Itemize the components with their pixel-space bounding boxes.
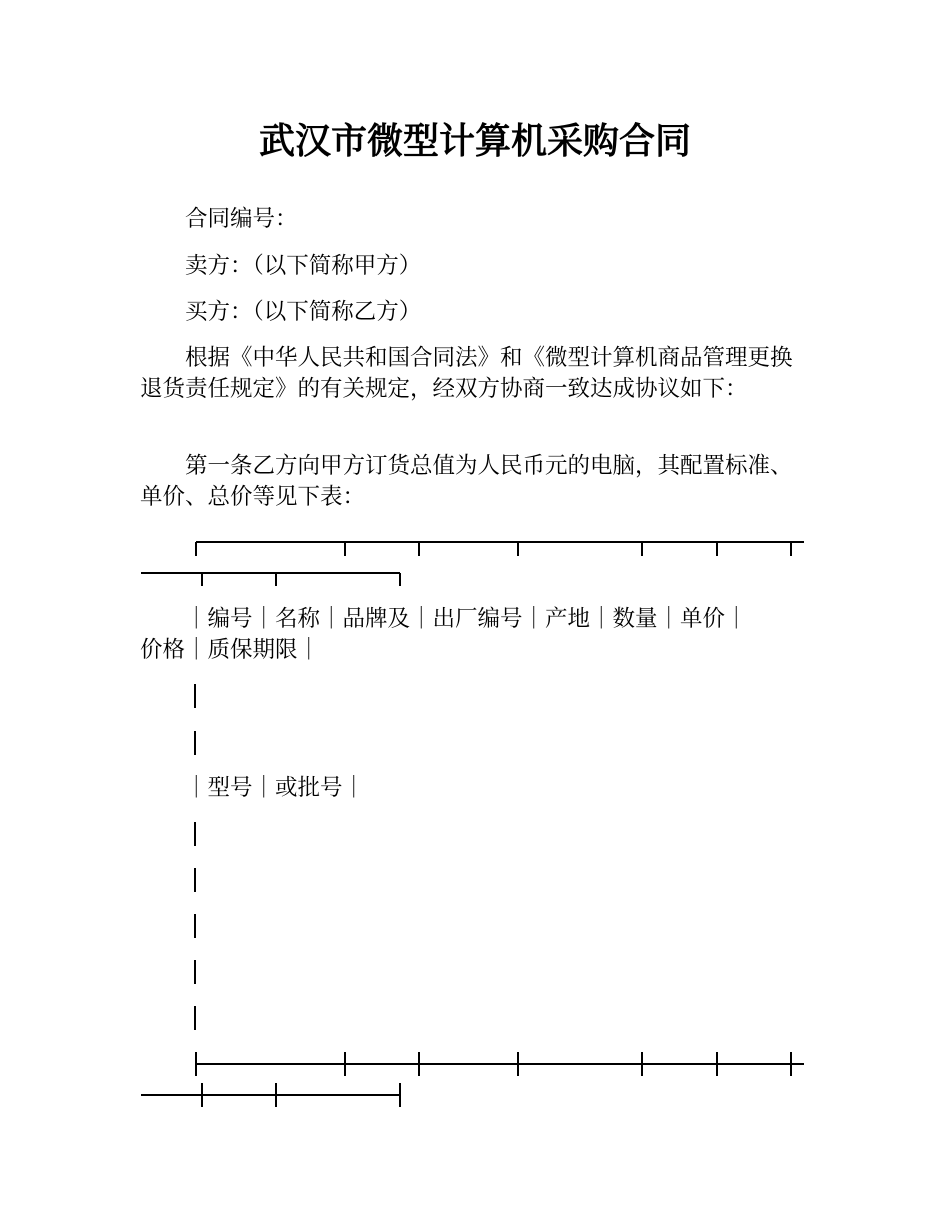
table-header-row-1: ｜编号｜名称｜品牌及｜出厂编号｜产地｜数量｜单价｜ [185, 606, 748, 632]
seller-line: 卖方：（以下简称甲方） [185, 253, 422, 279]
table-vertical-bar [194, 914, 196, 938]
contract-number-line: 合同编号： [185, 206, 298, 232]
table-vertical-bar [194, 684, 196, 708]
table-vertical-bar [194, 960, 196, 984]
table-vertical-bar [194, 1006, 196, 1030]
document-title: 武汉市微型计算机采购合同 [258, 121, 691, 162]
table-vertical-bar [194, 868, 196, 892]
table-row-model: ｜型号｜或批号｜ [185, 775, 366, 801]
table-header-row-2: 价格｜质保期限｜ [140, 637, 321, 663]
table-vertical-bar [194, 822, 196, 846]
table-vertical-bar [194, 731, 196, 755]
agreement-basis-paragraph: 根据《中华人民共和国合同法》和《微型计算机商品管理更换退货责任规定》的有关规定，经双方协商一致达成协议如下： [140, 345, 793, 402]
article-one-paragraph: 第一条乙方向甲方订货总值为人民币元的电脑，其配置标准、单价、总价等见下表： [140, 453, 793, 510]
buyer-line: 买方：（以下简称乙方） [185, 299, 422, 325]
